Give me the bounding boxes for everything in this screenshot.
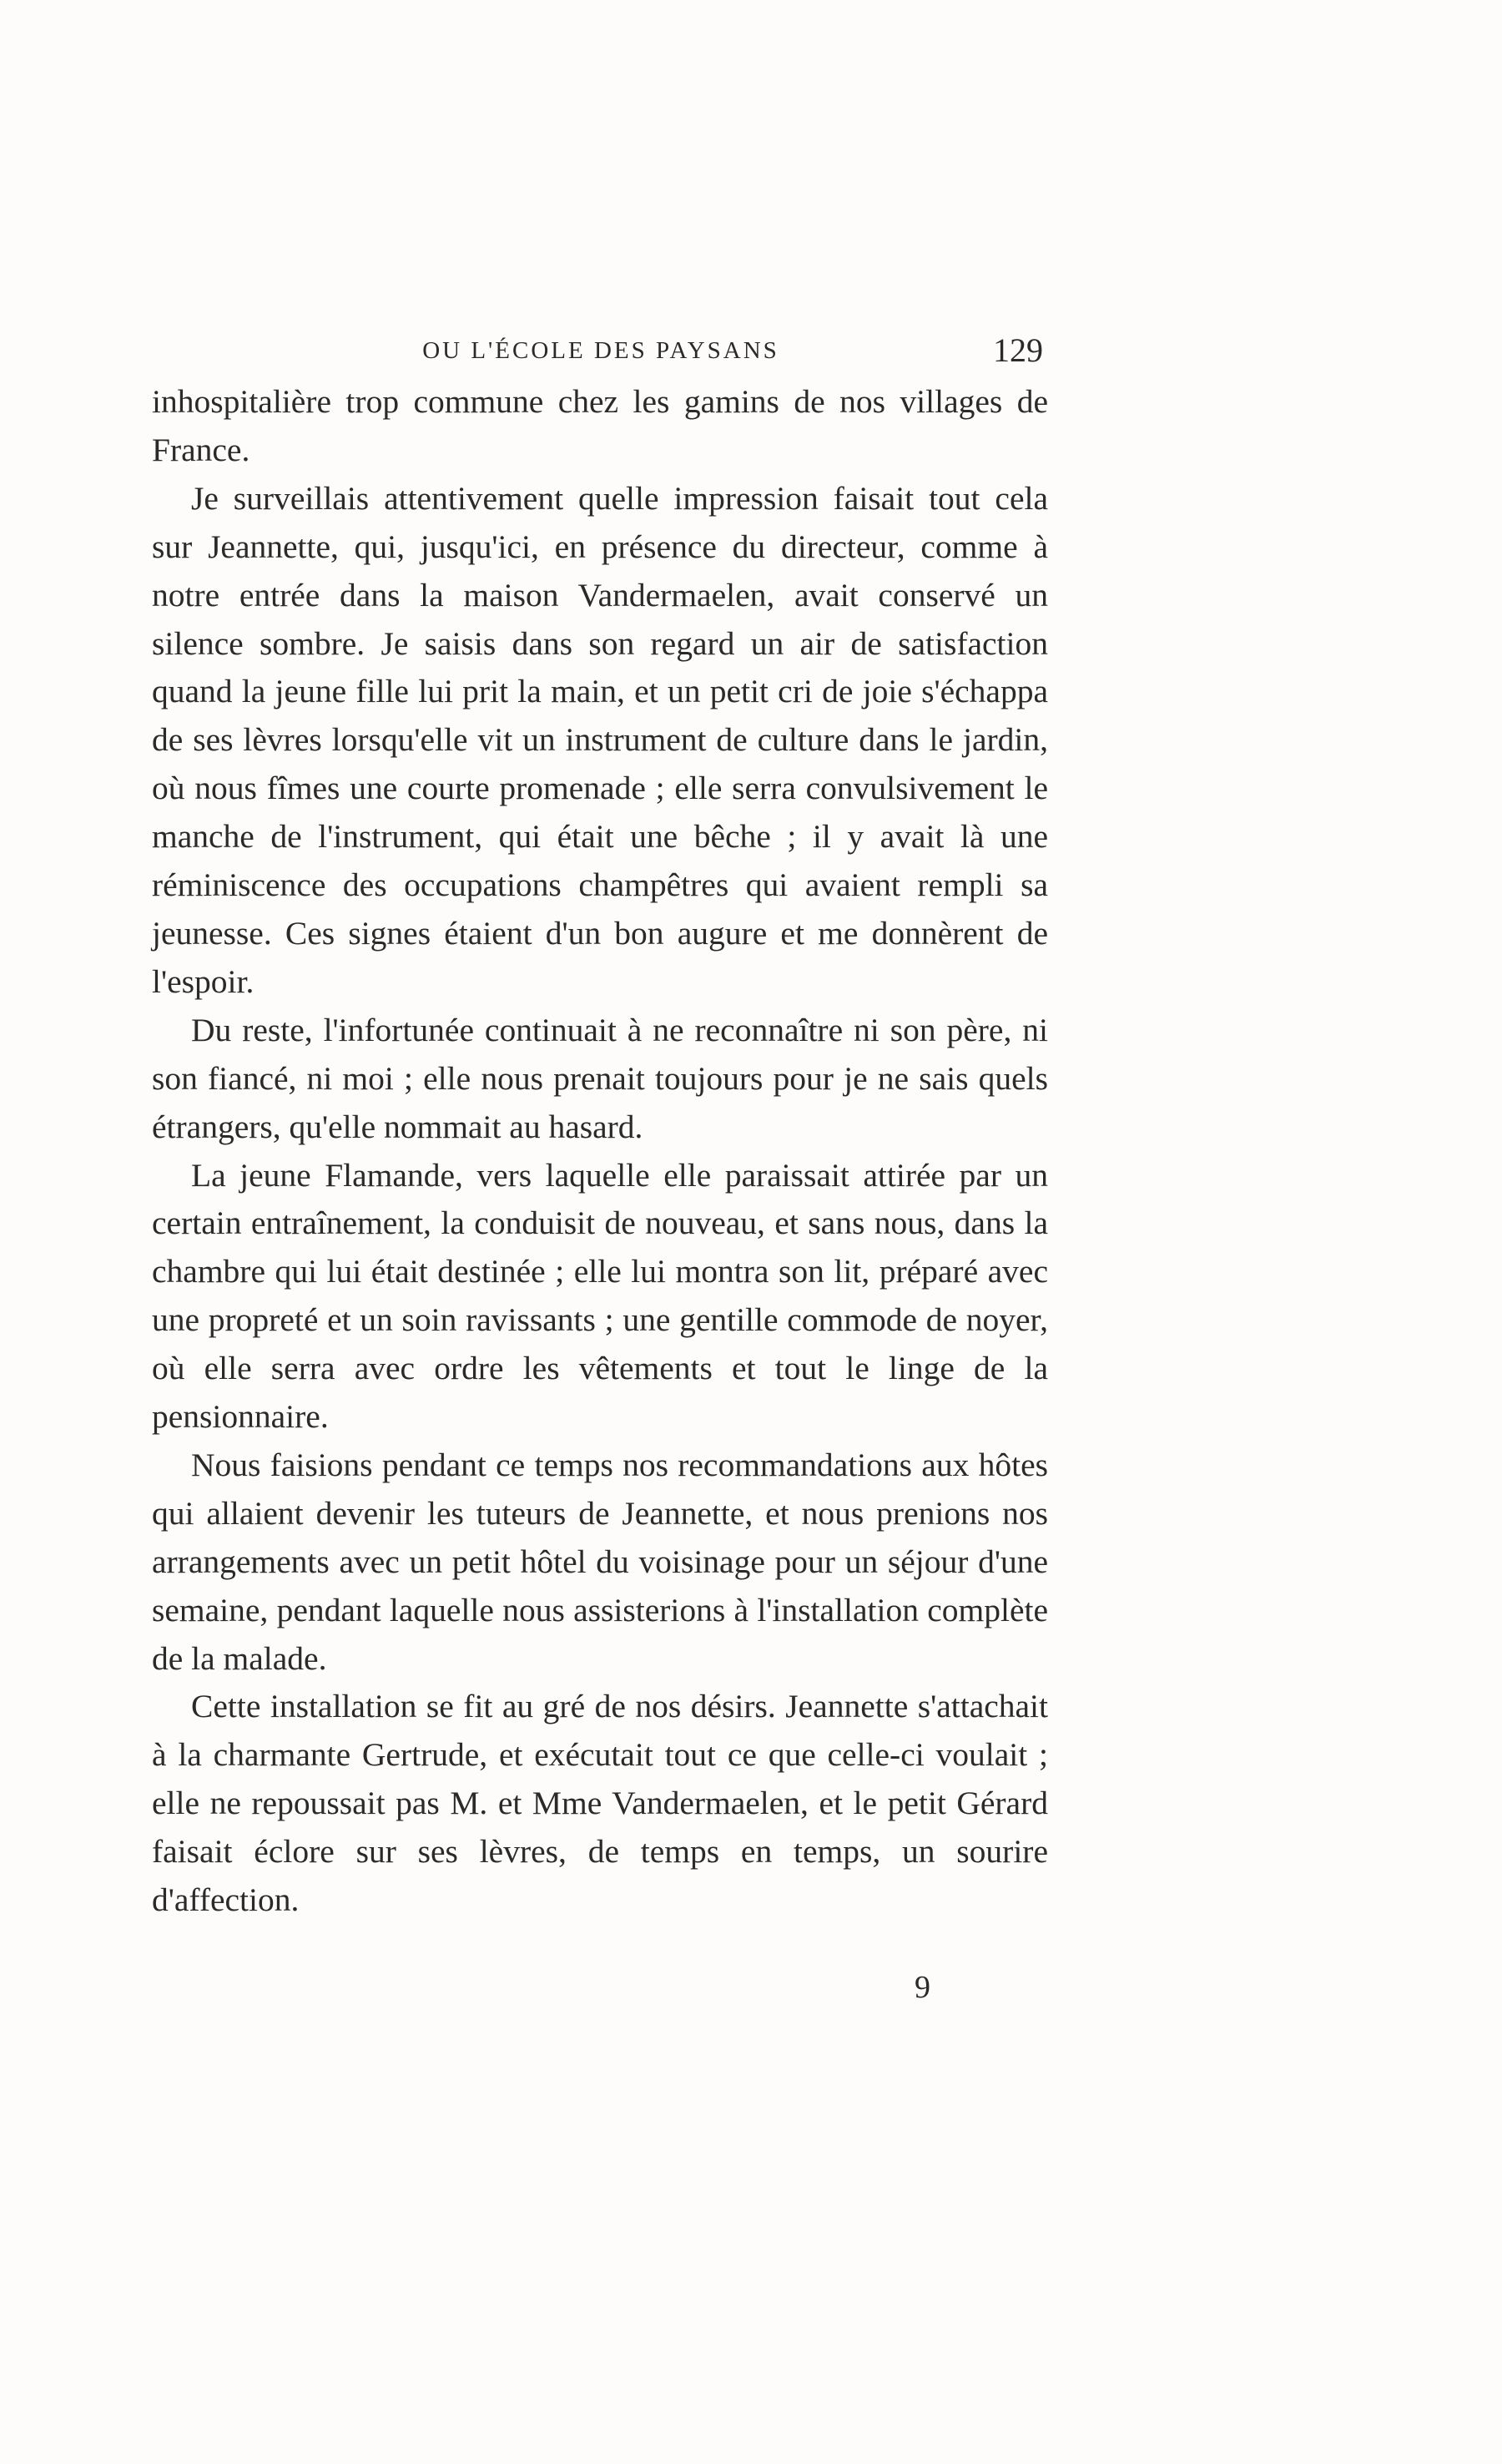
running-title: OU L'ÉCOLE DES PAYSANS <box>422 337 779 364</box>
paragraph-4: La jeune Flamande, vers laquelle elle paraissait attirée par un certain entraînement, la conduisit de nouveau, et sans nous, dans la chambre qui lui était destinée ; elle lui montra son lit, préparé avec une propreté et un soin ravissants ; une gentille commode de noyer, où elle serra avec ordre les vêtements et tout le linge de la pensionnaire. <box>152 1156 1048 1436</box>
running-head <box>159 330 1043 371</box>
signature-mark: 9 <box>915 1970 930 2005</box>
paragraph-1: inhospitalière trop commune chez les gamins de nos villages de France. <box>152 383 1048 468</box>
paragraph-6: Cette installation se fit au gré de nos désirs. Jeannette s'attachait à la charmante Gertrude, et exécutait tout ce que celle-ci voulait ; elle ne repoussait pas M. et Mme Vandermaelen, et le petit Gérard faisait éclore sur ses lèvres, de temps en temps, un sourire d'affection. <box>152 1688 1048 1919</box>
paragraph-3: Du reste, l'infortunée continuait à ne reconnaître ni son père, ni son fiancé, ni moi ; elle nous prenait toujours pour je ne sais quels étrangers, qu'elle nommait au hasard. <box>152 1011 1048 1145</box>
paragraph-5: Nous faisions pendant ce temps nos recommandations aux hôtes qui allaient devenir les tuteurs de Jeannette, et nous prenions nos arrangements avec un petit hôtel du voisinage pour un séjour d'une semaine, pendant laquelle nous assisterions à l'installation complète de la malade. <box>152 1446 1048 1677</box>
paragraph-2: Je surveillais attentivement quelle impression faisait tout cela sur Jeannette, qui, jusqu'ici, en présence du directeur, comme à notre entrée dans la maison Vandermaelen, avait conservé un silence sombre. Je saisis dans son regard un air de satisfaction quand la jeune fille lui prit la main, et un petit cri de joie s'échappa de ses lèvres lorsqu'elle vit un instrument de culture dans le jardin, où nous fîmes une courte promenade ; elle serra convulsivement le manche de l'instrument, qui était une bêche ; il y avait là une réminiscence des occupations champêtres qui avaient rempli sa jeunesse. Ces signes étaient d'un bon augure et me donnèrent de l'espoir. <box>152 479 1048 1000</box>
page-number: 129 <box>993 331 1043 369</box>
body-text <box>152 378 1048 1925</box>
